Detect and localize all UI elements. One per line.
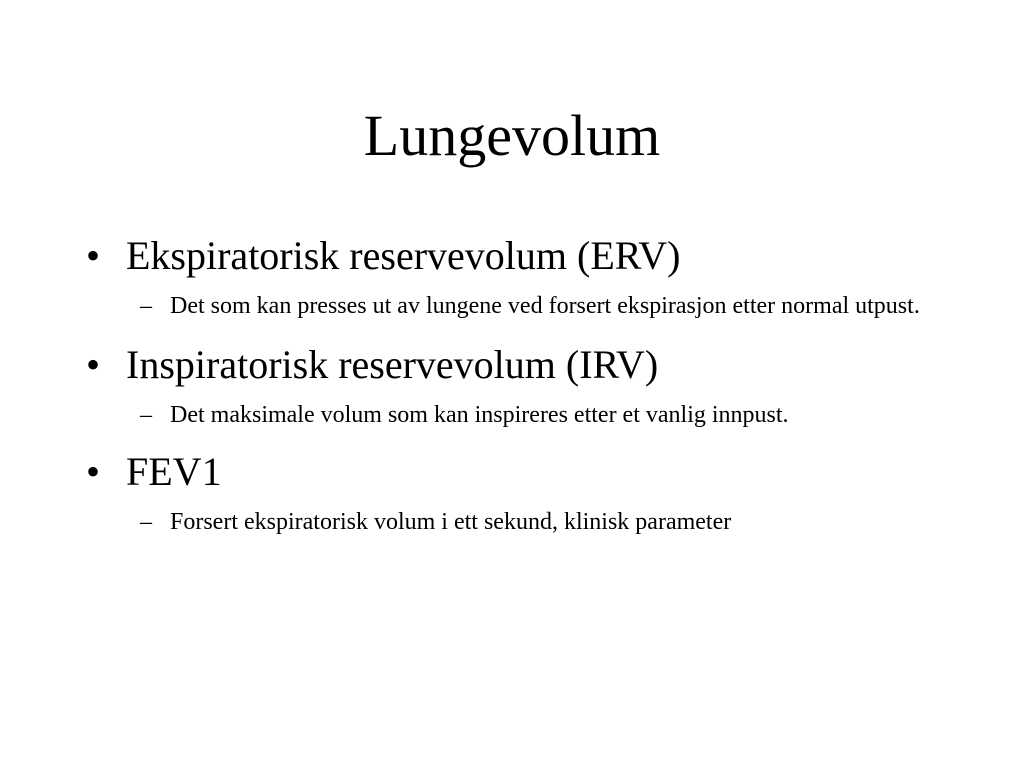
sub-bullet-item-fev1	[86, 506, 926, 539]
sub-bullet-text: Det maksimale volum som kan inspireres etter et vanlig innpust.	[170, 402, 789, 428]
bullet-text: Ekspiratorisk reservevolum (ERV)	[126, 233, 681, 278]
bullet-item-erv	[86, 232, 926, 280]
bullet-item-irv	[86, 341, 926, 389]
sub-bullet-item-irv	[86, 399, 926, 432]
sub-bullet-text: Det som kan presses ut av lungene ved forsert ekspirasjon etter normal utpust.	[170, 293, 920, 319]
sub-bullet-marker: –	[140, 402, 152, 428]
bullet-text: FEV1	[126, 449, 222, 494]
sub-bullet-text: Forsert ekspiratorisk volum i ett sekund, klinisk parameter	[170, 509, 732, 535]
bullet-item-fev1	[86, 448, 926, 496]
sub-bullet-marker: –	[140, 509, 152, 535]
bullet-text: Inspiratorisk reservevolum (IRV)	[126, 342, 659, 387]
bullet-marker: •	[86, 233, 101, 278]
sub-bullet-item-erv	[86, 290, 926, 323]
bullet-marker: •	[86, 449, 101, 494]
sub-bullet-marker: –	[140, 293, 152, 319]
slide-title: Lungevolum	[363, 103, 661, 168]
bullet-list	[86, 232, 926, 539]
bullet-marker: •	[86, 342, 101, 387]
